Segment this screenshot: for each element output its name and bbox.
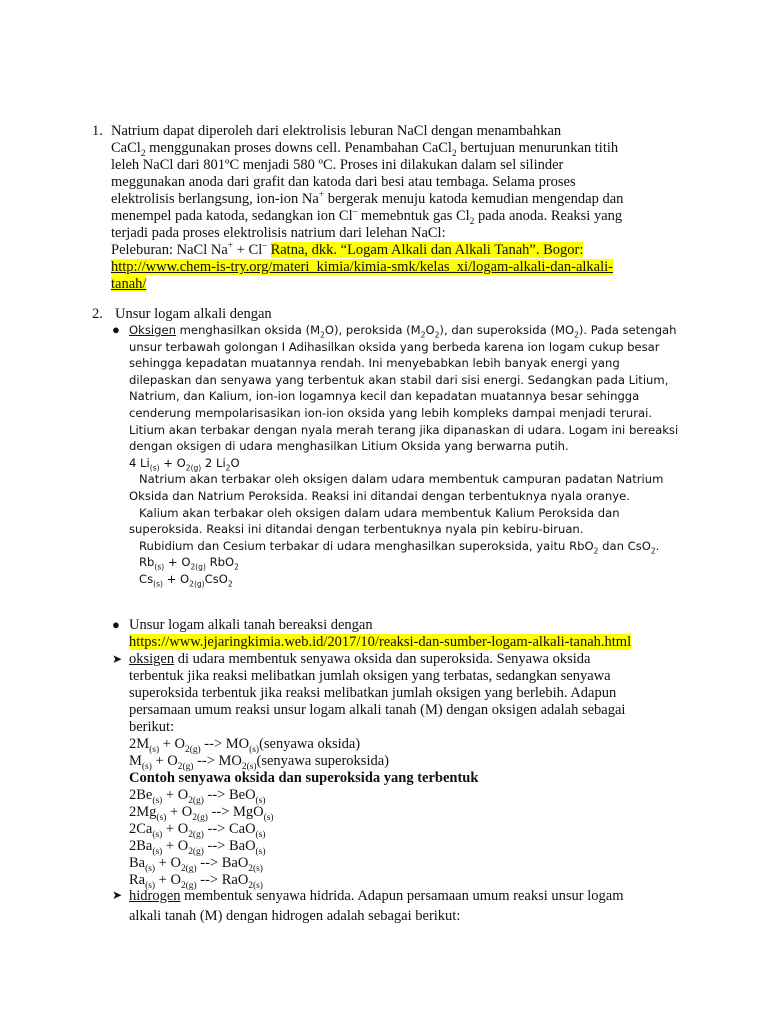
text-line: alkali tanah (M) dengan hidrogen adalah sebagai berikut: [129,908,461,924]
text-line: superoksida. Reaksi ini ditandai dengan terbentuknya nyala pin kebiru-biruan. [129,522,584,537]
example-equation: $Ba_{(s)} + O_{2(g)}$ --> BaO$_{2(s)}$ [129,855,263,874]
item-2-title: Unsur logam alkali dengan [115,306,272,322]
alkali-tanah-bullet [129,617,729,651]
text-line: Natrium, dan Kalium, ion-ion logamnya kecil dan kepadatan muatannya besar sehingga [129,389,640,404]
text-line: terbentuk jika reaksi melibatkan jumlah oksigen yang terbatas, sedangkan senyawa [129,668,611,684]
equation-oksida: $2M_{(s)} + O_{2(g)}$ --> $MO_{(s)}(senyawa$ oksida) [129,736,361,755]
text-line: dengan oksigen di udara menghasilkan Litium Oksida yang berwarna putih. [129,439,569,454]
text-line [111,259,731,276]
text-line: sehingga kepadatan muatannya rendah. Ini menyebabkan lebih banyak energi yang [129,356,620,371]
keyword-oksigen: oksigen [129,651,175,667]
bullet-dot-icon: ● [112,322,120,337]
text-line [129,634,729,651]
text-line: cenderung mempolarisasikan ion-ion oksida yang lebih kompleks dampai menjadi terurai. [129,405,653,420]
text-line: terjadi pada proses elektrolisis natrium dari lelehan NaCl: [111,225,446,241]
citation-text: Ratna, dkk. “Logam Alkali dan Alkali Tanah”. Bogor: [270,242,584,258]
text-line: superoksida terbentuk jika reaksi melibatkan jumlah oksigen yang berlebih. Adapun [129,685,617,701]
example-equation: $2Mg_{(s)} + O_{2(g)}$ --> MgO$_{(s)}$ [129,804,274,823]
text-line: Oksida dan Natrium Peroksida. Reaksi ini ditandai dengan terbentuknya nyala oranye. [129,488,630,503]
text-line: oksigen di udara membentuk senyawa oksida dan superoksida. Senyawa oksida [129,651,591,667]
item-1-paragraph [111,123,731,293]
text-line [111,276,731,293]
text-line: hidrogen membentuk senyawa hidrida. Adapun persamaan umum reaksi unsur logam [129,888,624,904]
text-line: Natrium akan terbakar oleh oksigen dalam udara membentuk campuran padatan Natrium [139,472,664,487]
bullet-dot-icon: ● [112,617,120,632]
source-link-continued[interactable]: tanah/ [111,276,147,292]
text-line: menempel pada katoda, sedangkan ion Cl– memebntuk gas $Cl_2$ pada anoda. Reaksi yang [111,207,623,227]
text-line: elektrolisis berlangsung, ion-ion Na+ bergerak menuju katoda kemudian mengendap dan [111,190,624,207]
text-line: persamaan umum reaksi unsur logam alkali tanah (M) dengan oksigen adalah sebagai [129,702,626,718]
text-line: Peleburan: NaCl Na+ + Cl– Ratna, dkk. “Logam Alkali dan Alkali Tanah”. Bogor: [111,241,584,258]
text-line: Kalium akan terbakar oleh oksigen dalam udara membentuk Kalium Peroksida dan [139,505,620,520]
source-url-highlight[interactable]: https://www.jejaringkimia.web.id/2017/10/reaksi-dan-sumber-logam-alkali-tanah.html [129,634,632,650]
item-2-bullet-oksigen [129,322,689,588]
arrow-bullet-icon: ➤ [112,888,123,902]
example-equation: $2Be_{(s)} + O_{2(g)}$ --> BeO$_{(s)}$ [129,787,266,806]
equation-superoksida: $M_{(s)} + O_{2(g)}$ --> $MO_{2(s)}(senyawa$ superoksida) [129,753,389,772]
example-equation: $Ra_{(s)} + O_{2(g)}$ --> RaO$_{2(s)}$ [129,872,263,891]
example-equation: $2Ca_{(s)} + O_{2(g)}$ --> CaO$_{(s)}$ [129,821,266,840]
oksigen-section [129,651,729,889]
text-line: Natrium dapat diperoleh dari elektrolisis leburan NaCl dengan menambahkan [111,123,562,139]
text-line: meggunakan anoda dari grafit dan katoda dari besi atau tembaga. Selama proses [111,174,576,190]
text-line: dilepaskan dan senyawa yang terbentuk akan stabil dari sisi energi. Sedangkan pada Litium, [129,372,669,387]
text-line: Unsur logam alkali tanah bereaksi dengan [129,617,373,633]
examples-heading: Contoh senyawa oksida dan superoksida yang terbentuk [129,770,479,786]
equation-lithium: 4 $Li_{(s)} + O_{2(g)}$ 2 $Li_2O$ [129,455,240,473]
hidrogen-section [129,886,729,926]
list-number-2: 2. [92,306,103,322]
equation-cesium: $Cs_{(s)} + O_{2(g)}CsO_2$ [139,571,233,589]
text-line: Rubidium dan Cesium terbakar di udara menghasilkan superoksida, yaitu RbO$_2$ dan CsO$_2$. [139,538,660,556]
text-line: Litium akan terbakar dengan nyala merah terang jika dipanaskan di udara. Logam ini bereaksi [129,422,679,437]
example-equation: $2Ba_{(s)} + O_{2(g)}$ --> BaO$_{(s)}$ [129,838,266,857]
equation-rubidium: $Rb_{(s)} + O_{2(g)}$ RbO$_2$ [139,555,239,572]
list-number-1: 1. [92,123,103,139]
arrow-bullet-icon: ➤ [112,652,123,666]
source-link[interactable]: http://www.chem-is-try.org/materi_kimia/kimia-smk/kelas_xi/logam-alkali-dan-alkali- [111,259,613,275]
text-line: leleh NaCl dari 801ºC menjadi 580 ºC. Proses ini dilakukan dalam sel silinder [111,157,564,173]
keyword-oksigen: Oksigen [129,323,176,337]
text-line: berikut: [129,719,175,735]
text-line: unsur terbawah golongan I Adihasilkan oksida yang berbeda karena ion logam cukup besar [129,339,660,354]
keyword-hidrogen: hidrogen [129,888,181,904]
text-line: CaCl$_2$ menggunakan proses downs cell. Penambahan CaCl$_2$ bertujuan menurunkan titih [111,140,619,159]
text-line: Oksigen menghasilkan oksida $(M_2O)$, peroksida $(M_2O_2)$, dan superoksida $(MO_2)$. Pada setengah [129,323,677,340]
